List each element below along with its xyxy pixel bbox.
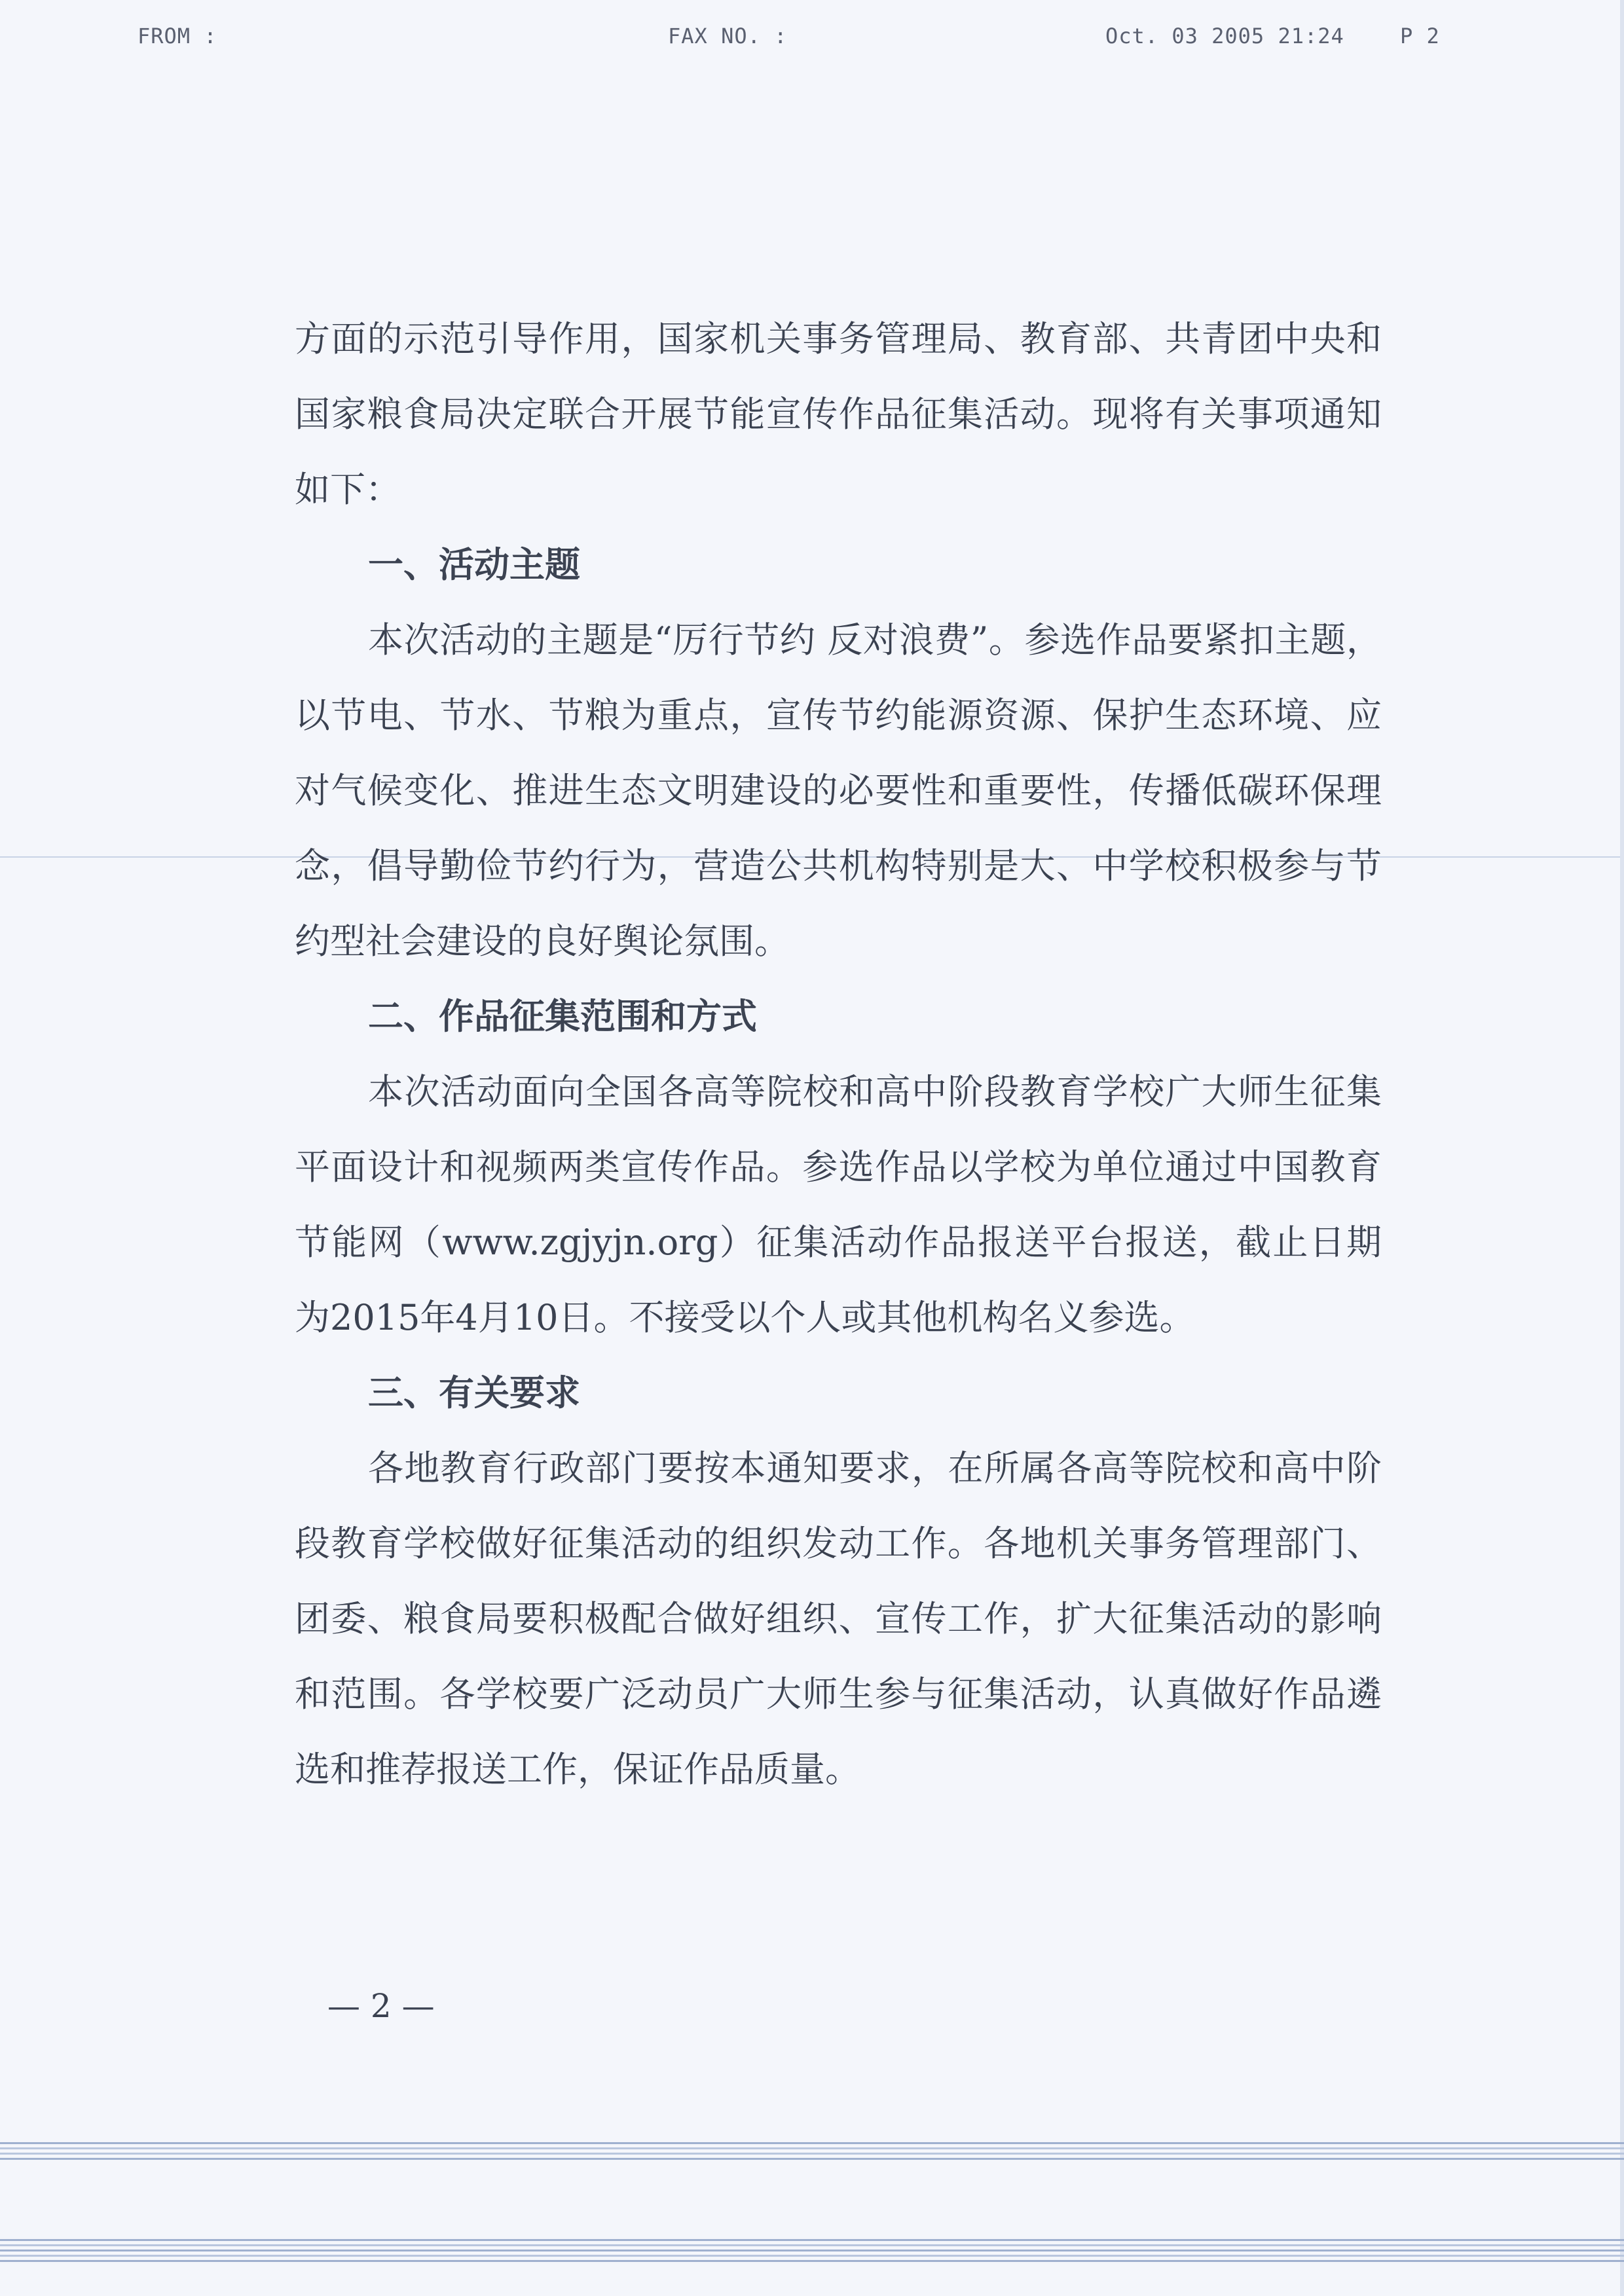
- page-number: — 2 —: [327, 1987, 435, 2025]
- fax-header: [0, 24, 1624, 56]
- fax-from: FROM :: [138, 24, 217, 48]
- section-text-2: 本次活动面向全国各高等院校和高中阶段教育学校广大师生征集平面设计和视频两类宣传作品。参选作品以学校为单位通过中国教育节能网（www.zgjyjn.org）征集活动作品报送平台报送，截止日期为2015年4月10日。不接受以个人或其他机构名义参选。: [295, 1071, 1382, 1338]
- intro-paragraph: 方面的示范引导作用，国家机关事务管理局、教育部、共青团中央和国家粮食局决定联合开展节能宣传作品征集活动。现将有关事项通知如下：: [295, 318, 1382, 510]
- fax-stripes-top: [0, 2142, 1624, 2163]
- section-text-1: 本次活动的主题是“厉行节约 反对浪费”。参选作品要紧扣主题，以节电、节水、节粮为重点，宣传节约能源资源、保护生态环境、应对气候变化、推进生态文明建设的必要性和重要性，传播低碳环保理念，倡导勤俭节约行为，营造公共机构特别是大、中学校积极参与节约型社会建设的良好舆论氛围。: [295, 619, 1382, 962]
- section-heading-1: 一、活动主题: [368, 544, 580, 585]
- document-body: [295, 301, 1382, 1807]
- fax-stripes-bottom: [0, 2239, 1624, 2265]
- section-heading-2: 二、作品征集范围和方式: [368, 996, 757, 1037]
- section-heading-3: 三、有关要求: [368, 1372, 580, 1413]
- fax-page: P 2: [1400, 24, 1440, 48]
- fax-number: FAX NO. :: [668, 24, 788, 48]
- page-edge: [1620, 0, 1624, 2296]
- fax-date: Oct. 03 2005 21:24: [1105, 24, 1344, 48]
- section-text-3: 各地教育行政部门要按本通知要求，在所属各高等院校和高中阶段教育学校做好征集活动的组织发动工作。各地机关事务管理部门、团委、粮食局要积极配合做好组织、宣传工作，扩大征集活动的影响和范围。各学校要广泛动员广大师生参与征集活动，认真做好作品遴选和推荐报送工作，保证作品质量。: [295, 1448, 1382, 1790]
